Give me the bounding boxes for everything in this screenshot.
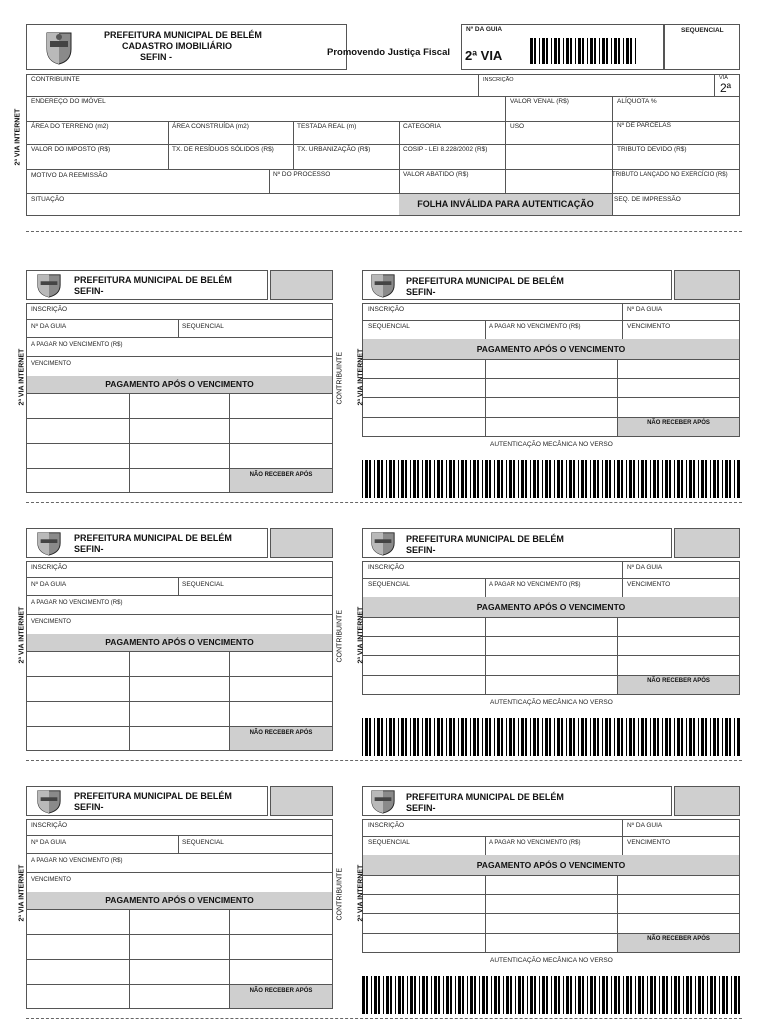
right-slip-a-pagar: A PAGAR NO VENCIMENTO (R$) — [489, 582, 581, 588]
right-slip-inscricao: INSCRIÇÃO — [368, 822, 405, 829]
folha-invalida-band: FOLHA INVÁLIDA PARA AUTENTICAÇÃO — [399, 194, 612, 215]
header-barcode — [530, 38, 640, 64]
field-motivo: MOTIVO DA REEMISSÃO — [31, 172, 108, 179]
cut-line — [26, 231, 742, 232]
left-slip-grey-box — [270, 270, 333, 300]
cut-line — [26, 760, 742, 761]
right-slip-nao-receber: NÃO RECEBER APÓS — [618, 934, 739, 952]
right-slip-grey-box — [674, 528, 740, 558]
field-seq-impressao: SEQ. DE IMPRESSÃO — [614, 196, 681, 203]
field-uso: USO — [510, 123, 525, 130]
left-slip-side-label: 2ª VIA INTERNET — [18, 864, 26, 922]
contribuinte-vertical-label: CONTRIBUINTE — [336, 610, 344, 663]
right-slip-side-label: 2ª VIA INTERNET — [357, 864, 365, 922]
left-slip-nao-receber: NÃO RECEBER APÓS — [230, 727, 332, 750]
right-slip-sequencial: SEQUENCIAL — [368, 323, 410, 330]
belem-crest-icon — [35, 272, 63, 298]
right-slip-autenticacao: AUTENTICAÇÃO MECÂNICA NO VERSO — [490, 957, 613, 964]
header-sequencial-label: SEQUENCIAL — [681, 27, 724, 34]
field-tx-urbanizacao: TX. URBANIZAÇÃO (R$) — [297, 146, 371, 153]
left-slip-sub: SEFIN- — [74, 286, 104, 296]
header-org-name: PREFEITURA MUNICIPAL DE BELÉM — [104, 30, 262, 40]
left-slip-a-pagar: A PAGAR NO VENCIMENTO (R$) — [31, 342, 123, 348]
right-slip-autenticacao: AUTENTICAÇÃO MECÂNICA NO VERSO — [490, 699, 613, 706]
field-situacao: SITUAÇÃO — [31, 196, 65, 203]
right-slip-pagamento-band: PAGAMENTO APÓS O VENCIMENTO — [363, 855, 739, 875]
right-slip-guia: Nº DA GUIA — [627, 822, 663, 829]
right-slip-title: PREFEITURA MUNICIPAL DE BELÉM — [406, 276, 564, 286]
right-slip-barcode — [362, 976, 742, 1014]
header-slogan: Promovendo Justiça Fiscal — [327, 47, 451, 58]
left-slip-sequencial: SEQUENCIAL — [182, 581, 224, 588]
field-endereco: ENDEREÇO DO IMÓVEL — [31, 98, 106, 105]
belem-crest-icon — [44, 29, 74, 65]
right-slip-sequencial: SEQUENCIAL — [368, 839, 410, 846]
belem-crest-icon — [369, 788, 397, 814]
field-tributo-devido: TRIBUTO DEVIDO (R$) — [617, 146, 687, 153]
header-org-sefin: SEFIN - — [140, 52, 173, 62]
right-slip-sub: SEFIN- — [406, 287, 436, 297]
field-via-value: 2ª — [720, 81, 732, 95]
field-via-label: VIA — [719, 75, 728, 81]
left-slip-pagamento-band: PAGAMENTO APÓS O VENCIMENTO — [27, 634, 332, 651]
left-slip-grey-box — [270, 528, 333, 558]
right-slip-sequencial: SEQUENCIAL — [368, 581, 410, 588]
field-contribuinte: CONTRIBUINTE — [31, 76, 80, 83]
right-slip-pagamento-band: PAGAMENTO APÓS O VENCIMENTO — [363, 597, 739, 617]
left-slip-body — [26, 561, 333, 751]
header-2via-label: 2ª VIA — [465, 48, 503, 63]
contribuinte-vertical-label: CONTRIBUINTE — [336, 352, 344, 405]
belem-crest-icon — [369, 530, 397, 556]
right-slip-vencimento: VENCIMENTO — [627, 581, 671, 588]
field-tx-residuos: TX. DE RESÍDUOS SÓLIDOS (R$) — [172, 146, 274, 153]
right-slip-title: PREFEITURA MUNICIPAL DE BELÉM — [406, 792, 564, 802]
right-slip-vencimento: VENCIMENTO — [627, 323, 671, 330]
right-slip-guia: Nº DA GUIA — [627, 564, 663, 571]
right-slip-title: PREFEITURA MUNICIPAL DE BELÉM — [406, 534, 564, 544]
left-slip-sequencial: SEQUENCIAL — [182, 323, 224, 330]
field-area-construida: ÁREA CONSTRUÍDA (m2) — [172, 123, 249, 130]
right-slip-inscricao: INSCRIÇÃO — [368, 564, 405, 571]
belem-crest-icon — [369, 272, 397, 298]
left-slip-sub: SEFIN- — [74, 544, 104, 554]
right-slip-inscricao: INSCRIÇÃO — [368, 306, 405, 313]
field-parcelas: Nº DE PARCELAS — [617, 122, 671, 129]
left-slip-guia: Nº DA GUIA — [31, 323, 67, 330]
field-tributo-lancado: TRIBUTO LANÇADO NO EXERCÍCIO (R$) — [612, 172, 728, 178]
right-slip-side-label: 2ª VIA INTERNET — [357, 606, 365, 664]
field-area-terreno: ÁREA DO TERRENO (m2) — [31, 123, 109, 130]
right-slip-side-label: 2ª VIA INTERNET — [357, 348, 365, 406]
left-slip-title: PREFEITURA MUNICIPAL DE BELÉM — [74, 275, 232, 285]
left-slip-side-label: 2ª VIA INTERNET — [18, 606, 26, 664]
left-slip-vencimento: VENCIMENTO — [31, 619, 71, 625]
left-slip-inscricao: INSCRIÇÃO — [31, 564, 68, 571]
field-categoria: CATEGORIA — [403, 123, 441, 130]
field-valor-venal: VALOR VENAL (R$) — [510, 98, 569, 105]
belem-crest-icon — [35, 530, 63, 556]
field-cosip: COSIP - LEI 8.228/2002 (R$) — [403, 146, 488, 153]
field-valor-abatido: VALOR ABATIDO (R$) — [403, 171, 469, 178]
right-slip-barcode — [362, 718, 742, 756]
left-slip-a-pagar: A PAGAR NO VENCIMENTO (R$) — [31, 858, 123, 864]
right-slip-a-pagar: A PAGAR NO VENCIMENTO (R$) — [489, 324, 581, 330]
contribuinte-vertical-label: CONTRIBUINTE — [336, 868, 344, 921]
main-side-label: 2ª VIA INTERNET — [14, 108, 22, 166]
right-slip-nao-receber: NÃO RECEBER APÓS — [618, 676, 739, 694]
cut-line — [26, 1018, 742, 1019]
cut-line — [26, 502, 742, 503]
right-slip-grey-box — [674, 786, 740, 816]
left-slip-inscricao: INSCRIÇÃO — [31, 822, 68, 829]
right-slip-nao-receber: NÃO RECEBER APÓS — [618, 418, 739, 436]
left-slip-sub: SEFIN- — [74, 802, 104, 812]
header-guia-label: Nº DA GUIA — [466, 26, 503, 33]
left-slip-a-pagar: A PAGAR NO VENCIMENTO (R$) — [31, 600, 123, 606]
left-slip-nao-receber: NÃO RECEBER APÓS — [230, 985, 332, 1008]
left-slip-vencimento: VENCIMENTO — [31, 877, 71, 883]
left-slip-nao-receber: NÃO RECEBER APÓS — [230, 469, 332, 492]
left-slip-pagamento-band: PAGAMENTO APÓS O VENCIMENTO — [27, 892, 332, 909]
left-slip-guia: Nº DA GUIA — [31, 839, 67, 846]
right-slip-sub: SEFIN- — [406, 545, 436, 555]
right-slip-barcode — [362, 460, 742, 498]
right-slip-pagamento-band: PAGAMENTO APÓS O VENCIMENTO — [363, 339, 739, 359]
field-valor-imposto: VALOR DO IMPOSTO (R$) — [31, 146, 111, 153]
right-slip-autenticacao: AUTENTICAÇÃO MECÂNICA NO VERSO — [490, 441, 613, 448]
left-slip-side-label: 2ª VIA INTERNET — [18, 348, 26, 406]
right-slip-sub: SEFIN- — [406, 803, 436, 813]
right-slip-guia: Nº DA GUIA — [627, 306, 663, 313]
left-slip-grey-box — [270, 786, 333, 816]
left-slip-title: PREFEITURA MUNICIPAL DE BELÉM — [74, 533, 232, 543]
right-slip-grey-box — [674, 270, 740, 300]
left-slip-pagamento-band: PAGAMENTO APÓS O VENCIMENTO — [27, 376, 332, 393]
left-slip-body — [26, 303, 333, 493]
field-aliquota: ALÍQUOTA % — [617, 98, 657, 105]
field-inscricao: INSCRIÇÃO — [483, 77, 514, 83]
left-slip-sequencial: SEQUENCIAL — [182, 839, 224, 846]
field-processo: Nº DO PROCESSO — [273, 171, 331, 178]
left-slip-title: PREFEITURA MUNICIPAL DE BELÉM — [74, 791, 232, 801]
right-slip-a-pagar: A PAGAR NO VENCIMENTO (R$) — [489, 840, 581, 846]
left-slip-inscricao: INSCRIÇÃO — [31, 306, 68, 313]
left-slip-body — [26, 819, 333, 1009]
field-testada: TESTADA REAL (m) — [297, 123, 357, 130]
left-slip-guia: Nº DA GUIA — [31, 581, 67, 588]
header-org-department: CADASTRO IMOBILIÁRIO — [122, 41, 232, 51]
belem-crest-icon — [35, 788, 63, 814]
right-slip-vencimento: VENCIMENTO — [627, 839, 671, 846]
left-slip-vencimento: VENCIMENTO — [31, 361, 71, 367]
